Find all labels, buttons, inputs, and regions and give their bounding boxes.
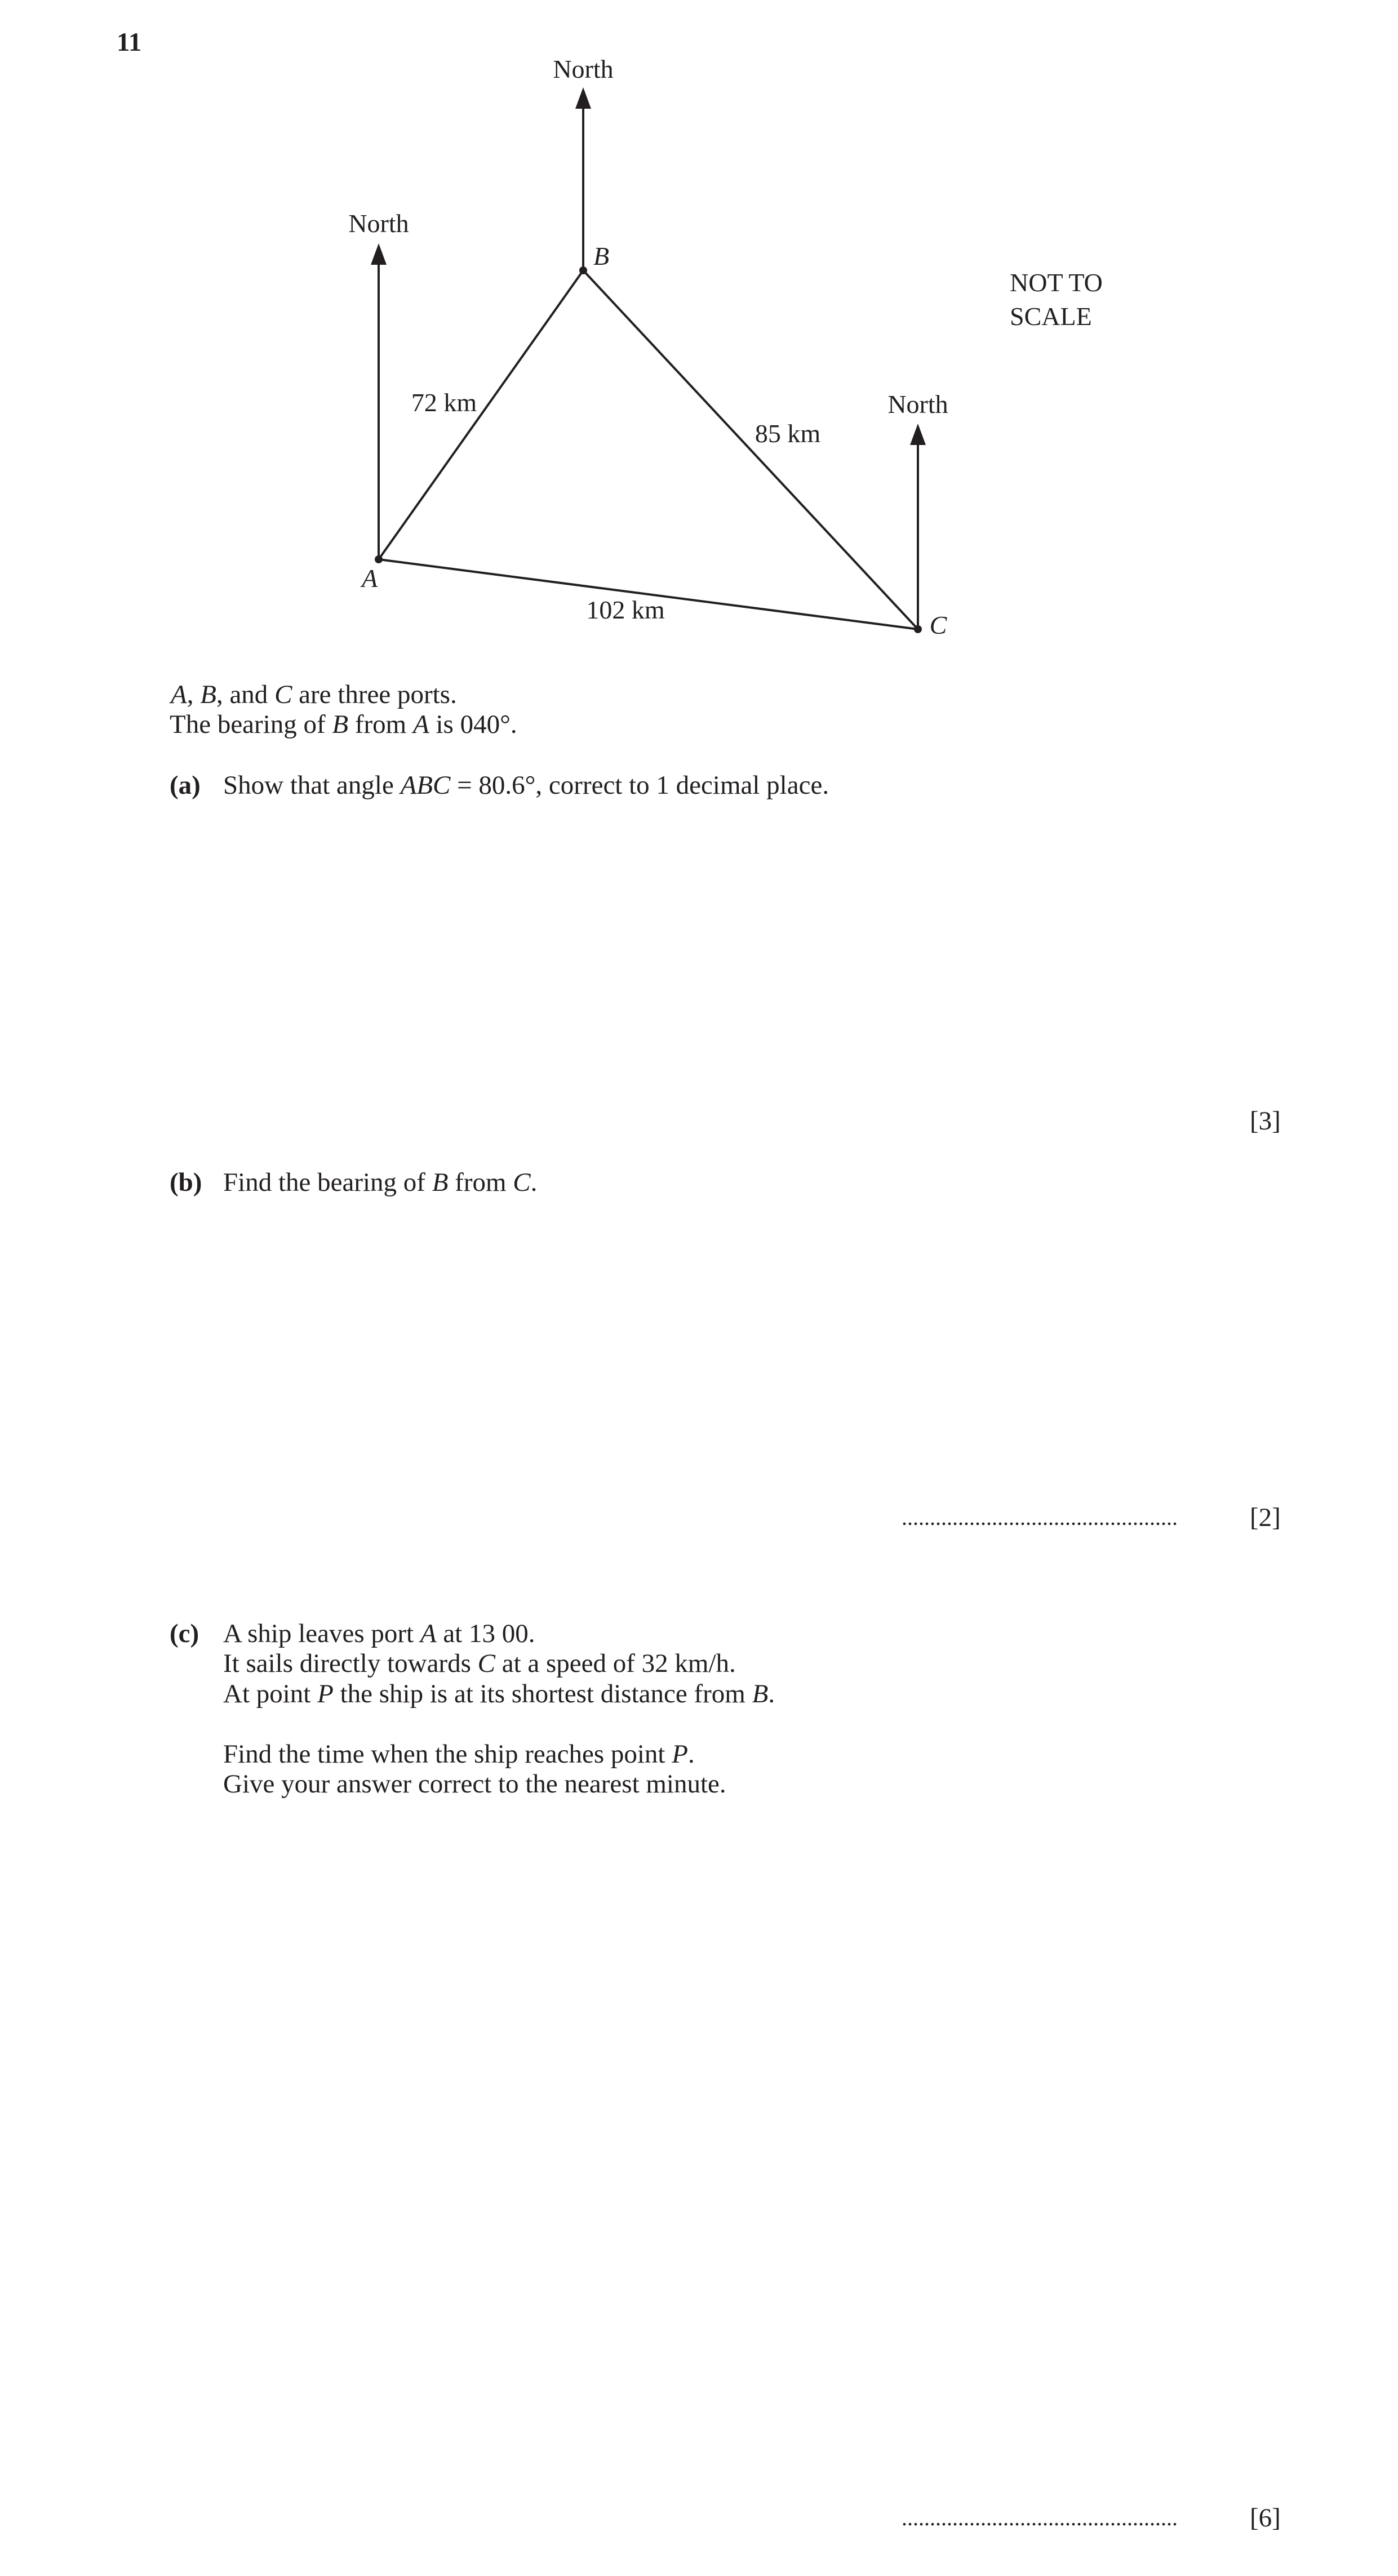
length-ab: 72 km <box>411 388 477 417</box>
point-label-a: A <box>361 564 378 593</box>
point-c-dot <box>914 625 922 633</box>
part-c-answer-line[interactable]: ................................................. <box>902 2505 1178 2530</box>
part-b-marks: [2] <box>1250 1503 1281 1532</box>
length-bc: 85 km <box>755 419 821 448</box>
part-b-answer-line[interactable]: ................................................. <box>902 1505 1178 1530</box>
bearing-diagram <box>0 0 1398 676</box>
length-ac: 102 km <box>586 595 665 624</box>
part-b-question: Find the bearing of B from C. <box>223 1168 538 1197</box>
side-ab <box>379 270 583 559</box>
part-c-label: (c) <box>170 1619 199 1648</box>
not-to-scale-line1: NOT TO <box>1010 268 1103 297</box>
question-number: 11 <box>117 28 142 57</box>
north-arrowhead-c <box>910 424 926 445</box>
part-c-line-2: It sails directly towards C at a speed of 32 km/h. <box>223 1649 736 1678</box>
part-a-label: (a) <box>170 771 201 800</box>
part-a-marks: [3] <box>1250 1106 1281 1136</box>
part-b-label: (b) <box>170 1168 202 1197</box>
north-label-a: North <box>348 209 409 238</box>
not-to-scale-line2: SCALE <box>1010 302 1092 331</box>
part-c-line-5: Give your answer correct to the nearest minute. <box>223 1769 726 1799</box>
intro-line-2: The bearing of B from A is 040°. <box>170 710 517 739</box>
point-b-dot <box>579 266 587 274</box>
side-bc <box>583 270 918 629</box>
intro-line-1: A, B, and C are three ports. <box>171 680 457 709</box>
north-label-b: North <box>553 55 614 83</box>
part-c-line-4: Find the time when the ship reaches point P. <box>223 1739 695 1769</box>
point-label-c: C <box>929 611 947 639</box>
point-a-dot <box>375 555 383 563</box>
point-label-b: B <box>593 242 610 270</box>
north-arrowhead-b <box>575 87 591 109</box>
north-label-c: North <box>887 390 948 419</box>
part-c-marks: [6] <box>1250 2503 1281 2533</box>
north-arrowhead-a <box>371 243 387 265</box>
part-c-line-3: At point P the ship is at its shortest distance from B. <box>223 1679 775 1709</box>
part-c-line-1: A ship leaves port A at 13 00. <box>223 1619 535 1648</box>
part-a-question: Show that angle ABC = 80.6°, correct to 1 decimal place. <box>223 771 829 800</box>
